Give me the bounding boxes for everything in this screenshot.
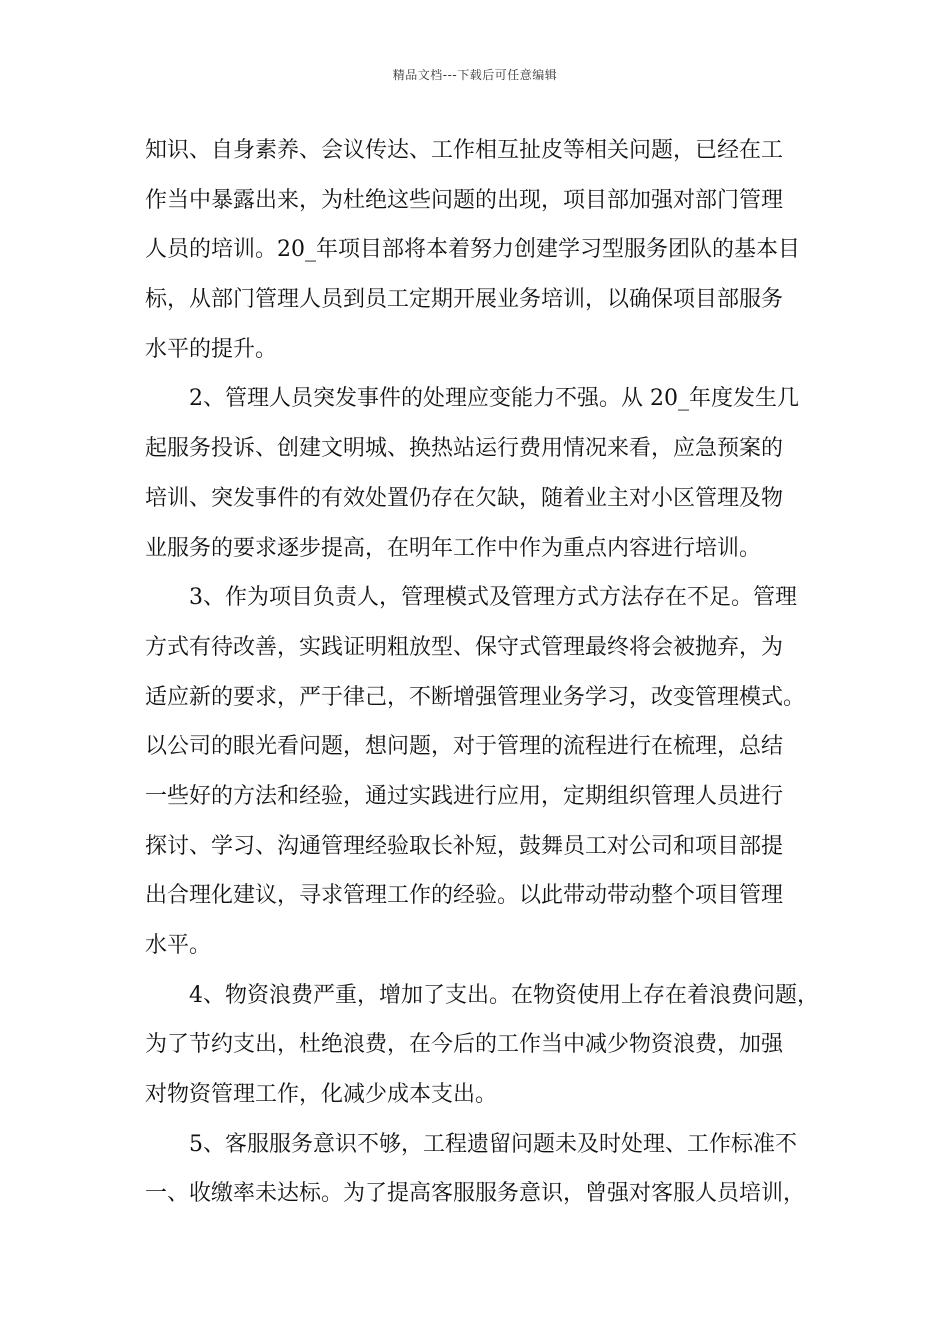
text-line: 标，从部门管理人员到员工定期开展业务培训，以确保项目部服务 — [145, 287, 784, 313]
text-line: 培训、突发事件的有效处置仍存在欠缺，随着业主对小区管理及物 — [145, 485, 784, 511]
text-line: 一、收缴率未达标。为了提高客服服务意识，曾强对客服人员培训， — [145, 1181, 806, 1207]
text-line: 对物资管理工作，化减少成本支出。 — [145, 1082, 498, 1108]
text-line: 适应新的要求，严于律己，不断增强管理业务学习，改变管理模式。 — [145, 684, 806, 710]
paragraph-start-line: 2、管理人员突发事件的处理应变能力不强。从 20_年度发生几 — [189, 386, 799, 412]
text-line: 方式有待改善，实践证明粗放型、保守式管理最终将会被抛弃，为 — [145, 634, 784, 660]
text-line: 以公司的眼光看问题，想问题，对于管理的流程进行在梳理，总结 — [145, 734, 784, 760]
paragraph-start-line: 4、物资浪费严重，增加了支出。在物资使用上存在着浪费问题， — [189, 982, 819, 1008]
text-line: 出合理化建议，寻求管理工作的经验。以此带动带动整个项目管理 — [145, 883, 784, 909]
text-line: 水平。 — [145, 933, 212, 958]
text-line: 为了节约支出，杜绝浪费，在今后的工作当中减少物资浪费，加强 — [145, 1032, 784, 1058]
text-line: 人员的培训。20_年项目部将本着努力创建学习型服务团队的基本目 — [145, 237, 800, 263]
text-line: 知识、自身素养、会议传达、工作相互扯皮等相关问题，已经在工 — [145, 138, 784, 163]
text-line: 业服务的要求逐步提高，在明年工作中作为重点内容进行培训。 — [145, 535, 762, 561]
text-line: 一些好的方法和经验，通过实践进行应用，定期组织管理人员进行 — [145, 783, 784, 809]
page-header: 精品文档---下载后可任意编辑 — [392, 68, 558, 82]
text-line: 探讨、学习、沟通管理经验取长补短，鼓舞员工对公司和项目部提 — [145, 833, 784, 859]
text-line: 起服务投诉、创建文明城、换热站运行费用情况来看，应急预案的 — [145, 436, 784, 462]
paragraph-start-line: 3、作为项目负责人，管理模式及管理方式方法存在不足。管理 — [189, 585, 797, 611]
text-line: 水平的提升。 — [145, 336, 278, 362]
text-line: 作当中暴露出来，为杜绝这些问题的出现，项目部加强对部门管理 — [145, 187, 784, 213]
paragraph-start-line: 5、客服服务意识不够，工程遗留问题未及时处理、工作标准不 — [189, 1131, 797, 1157]
document-body — [145, 126, 817, 1219]
